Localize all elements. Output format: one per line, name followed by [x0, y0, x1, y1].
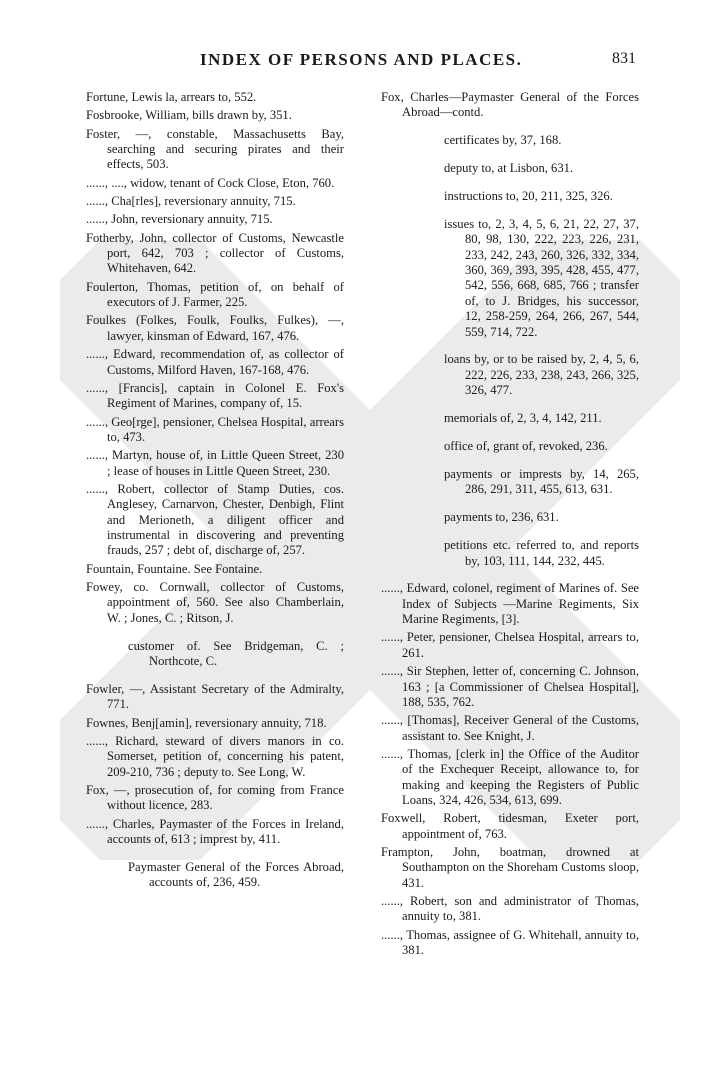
index-entry: ......, [Thomas], Receiver General of the Customs, assistant to. See Knight, J.: [381, 713, 639, 743]
index-entry: Foulkes (Folkes, Foulk, Foulks, Fulkes), —, lawyer, kinsman of Edward, 167, 476.: [86, 313, 344, 343]
index-entry: ......, Martyn, house of, in Little Queen Street, 230 ; lease of houses in Little Queen Street, 230.: [86, 448, 344, 478]
index-entry: deputy to, at Lisbon, 631.: [444, 161, 574, 176]
index-entry: payments to, 236, 631.: [444, 510, 559, 525]
index-entry: ......, ...., widow, tenant of Cock Close, Eton, 760.: [86, 175, 335, 190]
index-entry: ......, Edward, recommendation of, as collector of Customs, Milford Haven, 167-168, 476.: [86, 347, 344, 377]
index-entry: Foxwell, Robert, tidesman, Exeter port, appointment of, 763.: [381, 811, 639, 841]
index-entry: instructions to, 20, 211, 325, 326.: [444, 189, 613, 204]
index-entry: ......, Robert, collector of Stamp Duties, cos. Anglesey, Carnarvon, Chester, Denbigh, Flint and Merioneth, a diligent officer and instrumental in discovering and preventing frauds, 257 ; debt of, discharge of, 257.: [86, 481, 344, 558]
index-entry: Fox, —, prosecution of, for coming from France without licence, 283.: [86, 782, 344, 813]
index-entry: Frampton, John, boatman, drowned at Southampton on the Shoreham Customs sloop, 431.: [381, 844, 639, 890]
index-entry: loans by, or to be raised by, 2, 4, 5, 6, 222, 226, 233, 238, 243, 266, 325, 326, 477.: [444, 352, 639, 398]
index-entry: Fountain, Fountaine. See Fontaine.: [86, 561, 263, 576]
index-entry: issues to, 2, 3, 4, 5, 6, 21, 22, 27, 37, 80, 98, 130, 222, 223, 226, 231, 233, 242, 243, 260, 326, 332, 334, 360, 369, 393, 395, 428, 455, 477, 542, 556, 668, 685, 766 ; transfer of, to J. Bridges, his successor, 12, 258-259, 264, 266, 267, 544, 559, 714, 722.: [444, 217, 639, 339]
index-entry: ......, Richard, steward of divers manors in co. Somerset, petition of, concerning his patent, 209-210, 736 ; deputy to. See Long, W.: [86, 733, 344, 779]
index-entry: ......, Geo[rge], pensioner, Chelsea Hospital, arrears to, 473.: [86, 414, 344, 444]
index-entry: Fownes, Benj[amin], reversionary annuity, 718.: [86, 715, 327, 730]
right-column: [381, 90, 639, 961]
index-entry: Fortune, Lewis la, arrears to, 552.: [86, 90, 257, 104]
page-number: 831: [612, 50, 636, 67]
index-entry: Fotherby, John, collector of Customs, Newcastle port, 642, 703 ; collector of Customs, Whitehaven, 642.: [86, 230, 344, 276]
index-entry: Fosbrooke, William, bills drawn by, 351.: [86, 108, 292, 123]
index-entry: ......, Robert, son and administrator of Thomas, annuity to, 381.: [381, 893, 639, 924]
index-entry: payments or imprests by, 14, 265, 286, 291, 311, 455, 613, 631.: [444, 466, 639, 497]
index-entry: ......, [Francis], captain in Colonel E. Fox's Regiment of Marines, company of, 15.: [86, 380, 344, 411]
index-entry: customer of. See Bridgeman, C. ; Northcote, C.: [128, 638, 344, 668]
index-entry: certificates by, 37, 168.: [444, 133, 562, 148]
index-entry: ......, Charles, Paymaster of the Forces in Ireland, accounts of, 613 ; imprest by, 411.: [86, 816, 344, 846]
index-entry: ......, Cha[rles], reversionary annuity, 715.: [86, 194, 296, 209]
index-entry: Fox, Charles—Paymaster General of the Forces Abroad—contd.: [381, 90, 639, 120]
page-title: INDEX OF PERSONS AND PLACES.: [200, 50, 523, 69]
index-entry: Fowey, co. Cornwall, collector of Customs, appointment of, 560. See also Chamberlain, W. ; Jones, C. ; Ritson, J.: [86, 579, 344, 625]
index-entry: Foster, —, constable, Massachusetts Bay, searching and securing pirates and their effects, 503.: [86, 126, 344, 172]
index-entry: ......, John, reversionary annuity, 715.: [86, 212, 273, 227]
index-entry: memorials of, 2, 3, 4, 142, 211.: [444, 411, 602, 426]
index-entry: Paymaster General of the Forces Abroad, accounts of, 236, 459.: [128, 859, 344, 890]
index-entry: Foulerton, Thomas, petition of, on behalf of executors of J. Farmer, 225.: [86, 279, 344, 310]
index-entry: ......, Edward, colonel, regiment of Marines of. See Index of Subjects —Marine Regiments, Six Marine Regiments, [3].: [381, 581, 639, 627]
index-entry: ......, Thomas, [clerk in] the Office of the Auditor of the Exchequer Receipt, allowance to, for making and keeping the Registers of Public Loans, 324, 426, 534, 613, 699.: [381, 746, 639, 807]
index-entry: office of, grant of, revoked, 236.: [444, 439, 608, 453]
index-entry: Fowler, —, Assistant Secretary of the Admiralty, 771.: [86, 681, 344, 712]
index-entry: ......, Thomas, assignee of G. Whitehall, annuity to, 381.: [381, 927, 639, 957]
index-entry: petitions etc. referred to, and reports by, 103, 111, 144, 232, 445.: [444, 538, 639, 568]
page-header: [0, 50, 720, 74]
index-entry: ......, Peter, pensioner, Chelsea Hospital, arrears to, 261.: [381, 630, 639, 660]
index-entry: ......, Sir Stephen, letter of, concerning C. Johnson, 163 ; [a Commissioner of Chelsea Hospital], 188, 535, 762.: [381, 664, 639, 709]
left-column: [86, 90, 344, 903]
